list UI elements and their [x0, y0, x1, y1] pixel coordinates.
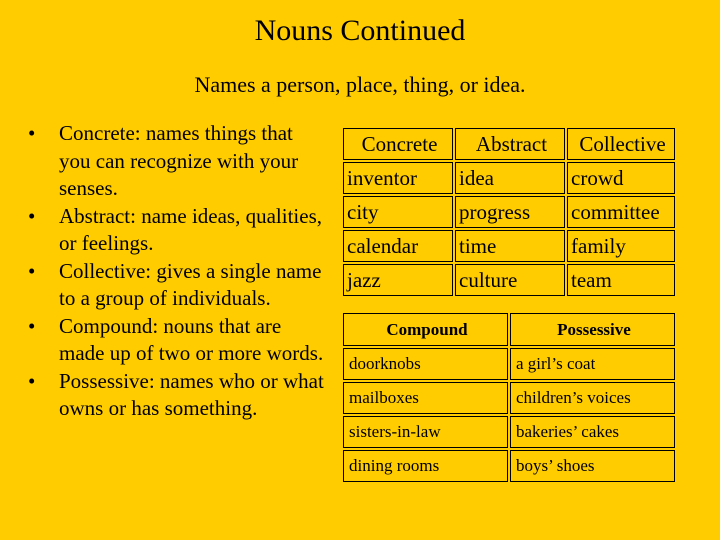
- slide-subtitle: Names a person, place, thing, or idea.: [194, 72, 526, 97]
- table-cell: idea: [455, 162, 565, 194]
- table-row: [343, 264, 675, 296]
- table-row: [343, 348, 675, 380]
- table-cell: time: [455, 230, 565, 262]
- bullet-concrete: • Concrete: names things that you can recognize with your senses.: [28, 120, 328, 203]
- header-concrete: Concrete: [343, 128, 453, 160]
- table-cell: committee: [567, 196, 675, 228]
- table-cell: mailboxes: [343, 382, 508, 414]
- table-row: [343, 230, 675, 262]
- table-cell: city: [343, 196, 453, 228]
- table-cell: children’s voices: [510, 382, 675, 414]
- table-header-row: [343, 313, 675, 346]
- table-cell: dining rooms: [343, 450, 508, 482]
- table-cell: bakeries’ cakes: [510, 416, 675, 448]
- table-row: [343, 196, 675, 228]
- bullet-compound: • Compound: nouns that are made up of two or more words.: [28, 313, 328, 368]
- table-row: [343, 382, 675, 414]
- table-row: [343, 450, 675, 482]
- table-cell: progress: [455, 196, 565, 228]
- header-possessive: Possessive: [510, 313, 675, 346]
- header-collective: Collective: [567, 128, 675, 160]
- definitions-list: [28, 120, 328, 423]
- bullet-possessive: • Possessive: names who or what owns or has something.: [28, 368, 328, 423]
- slide-title: Nouns Continued: [254, 14, 466, 47]
- bullet-collective: • Collective: gives a single name to a group of individuals.: [28, 258, 328, 313]
- table-cell: doorknobs: [343, 348, 508, 380]
- table-cell: jazz: [343, 264, 453, 296]
- table-row: [343, 162, 675, 194]
- header-compound: Compound: [343, 313, 508, 346]
- table-cell: crowd: [567, 162, 675, 194]
- table-cell: family: [567, 230, 675, 262]
- table-cell: a girl’s coat: [510, 348, 675, 380]
- compound-possessive-table: [341, 311, 677, 484]
- table-row: [343, 416, 675, 448]
- header-abstract: Abstract: [455, 128, 565, 160]
- table-cell: culture: [455, 264, 565, 296]
- table-cell: calendar: [343, 230, 453, 262]
- table-cell: inventor: [343, 162, 453, 194]
- noun-types-table: [341, 126, 677, 298]
- table-header-row: [343, 128, 675, 160]
- table-cell: team: [567, 264, 675, 296]
- bullet-abstract: • Abstract: name ideas, qualities, or feelings.: [28, 203, 328, 258]
- table-cell: boys’ shoes: [510, 450, 675, 482]
- table-cell: sisters-in-law: [343, 416, 508, 448]
